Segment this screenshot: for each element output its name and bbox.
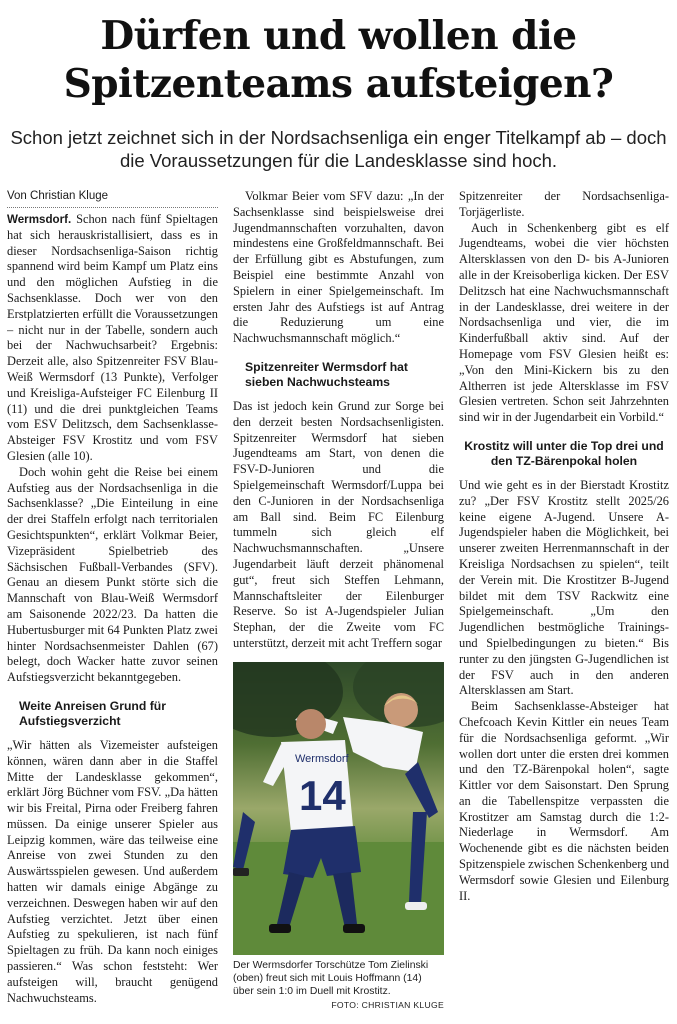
paragraph-3: „Wir hätten als Vizemeister aufsteigen können, wären dann aber in die Staffel Mitte der Landesklasse gekommen“, erklärt Jörg Büchner vom FSV. „Da hätten wir bis Freital, Pirna oder Freiberg fahren müssen. Da einige unserer Spieler aus Leipzig kommen, wäre das teilweise eine Anreise von zwei Stunden zu den Auswärtsspielen gewesen. Und außerdem hatten wir damals einige Abgänge zu verzeichnen. Deswegen haben wir auf den Aufstieg verzichtet. Jetzt über einen Aufstieg zu spekulieren, ist nach fünf Spieltagen zu früh. Da kann noch einiges passieren.“ Was schon feststeht: Wer aufsteigen will, braucht genügend Nachwuchsteams.: [7, 737, 218, 1005]
player-top-leg: [405, 762, 438, 818]
section-heading-3: Krostitz will unter die Top drei und den TZ-Bärenpokal holen: [464, 438, 664, 468]
player-14-boot-right: [343, 924, 365, 933]
article-subhead: Schon jetzt zeichnet sich in der Nordsachsenliga ein enger Titelkampf ab – doch die Voraussetzungen für die Landesklasse sind hoch.: [10, 127, 667, 171]
paragraph-8: Beim Sachsenklasse-Absteiger hat Chefcoach Kevin Kittler ein neues Team für die Nordsachsenliga geformt. „Wir wollen dort unter die ersten drei kommen und den TZ-Bärenpokal holen“, sagte Kittler vor dem Saisonstart. Den Sprung an die Tabellenspitze verpassten die Krostitzer am Samstag durch die 1:2-Niederlage in Wermsdorf. Am Wochenende gibt es die nächsten beiden Spitzenspiele zwischen Schenkenberg und Wermsdorf sowie Glesien und Eilenburg II.: [459, 699, 669, 903]
photo-credit: FOTO: CHRISTIAN KLUGE: [331, 1000, 444, 1011]
paragraph-7: Und wie geht es in der Bierstadt Krostitz zu? „Der FSV Krostitz stellt 2025/26 keine eigene A-Jugend. Unsere A-Jugendspieler haben die Möglichkeit, bei unserer zweiten Herrenmannschaft in der Kreisliga Nordsachsen zu spielen“, teilt der Verein mit. Die Krostitzer B-Jugend bildet mit dem TSV Rackwitz eine Spielgemeinschaft. „Um den Jugendlichen bestmögliche Trainings- und Spielbedingungen zu bieten.“ Bis runter zu den jüngsten G-Jugendlichen ist der FSV auch in den anderen Altersklassen am Start.: [459, 477, 669, 698]
headline-line-1: Dürfen und wollen die: [100, 13, 577, 59]
jersey-number-text: 14: [299, 771, 346, 819]
paragraph-5: Das ist jedoch kein Grund zur Sorge bei den derzeit besten Nordsachsenligisten. Spitzenreiter Wermsdorf hat sieben Jugendteams am Start, von denen die FSV-D-Junioren und die Spielgemeinschaft Wermsdorf/Luppa bei den C-Junioren in der Nordsachsenliga am Ball sind. Beim FC Eilenburg tummeln sich gleich elf Nachwuchsmannschaften. „Unsere Jugendarbeit läuft derzeit phänomenal gut“, freut sich Steffen Lehmann, Mannschaftsleiter der Eilenburger Reserve. So ist A-Jugendspieler Julian Stephan, der die Zweite vom FC unterstützt, derzeit mit acht Treffern sogar: [233, 398, 444, 650]
paragraph-1: [7, 212, 218, 465]
paragraph-6: Auch in Schenkenberg gibt es elf Jugendteams, wobei die vier höchsten Altersklassen von den D- bis A-Junioren alle in der Kreisoberliga kicken. Der ESV Delitzsch hat eine Nachwuchsmannschaft in der Landesklasse, drei weitere in der Nordsachsenliga und vier, die im Kinderfußball aktiv sind. Auf der Homepage vom FSV Glesien heißt es: „Von den Mini-Kickern bis zu den Altherren ist jede Altersklasse im FSV Glesien vertreten. Schon seit Jahrzehnten sind wir in der Jugendarbeit ein Vorbild.“: [459, 220, 669, 425]
dateline: Wermsdorf.: [7, 213, 72, 226]
jersey-sponsor-text: Wermsdorf: [295, 752, 349, 765]
photo-caption: [233, 959, 444, 1011]
author-byline: Von Christian Kluge: [7, 189, 218, 208]
paragraph-5-continued: Spitzenreiter der Nordsachsenliga-Torjägerliste.: [459, 189, 669, 219]
column-3: [459, 189, 669, 1024]
column-2: [233, 189, 444, 1024]
section-heading-2: Spitzenreiter Wermsdorf hat sieben Nachwuchsteams: [245, 359, 408, 389]
article-photo: [233, 662, 444, 955]
paragraph-4: Volkmar Beier vom SFV dazu: „In der Sachsenklasse sind beispielsweise drei Jugendmannschaften vorzuhalten, davon mindestens eine Großfeldmannschaft. Bei der Erfüllung gibt es Abstufungen, zum Beispiel eine bestimmte Anzahl von Spielern in einer Spielgemeinschaft. Im ersten Jahr des Aufstiegs ist auf Antrag die Reduzierung um eine Nachwuchsmannschaft möglich.“: [233, 189, 444, 346]
column-1: [7, 189, 218, 1024]
player-14-head: [296, 709, 326, 739]
article-headline: [0, 12, 677, 108]
player-back-boot: [233, 868, 249, 876]
section-heading-1: Weite Anreisen Grund für Aufstiegsverzicht: [19, 698, 166, 728]
player-right-boot: [405, 902, 427, 910]
photo-caption-text: Der Wermsdorfer Torschütze Tom Zielinski (oben) freut sich mit Louis Hoffmann (14) über sein 1:0 im Duell mit Krostitz.: [233, 959, 429, 998]
paragraph-2: Doch wohin geht die Reise bei einem Aufstieg aus der Nordsachsenliga in die Sachsenklasse? „Die Einteilung in eine der drei Staffeln erfolgt nach territorialen Gesichtspunkten“, erklärt Volkmar Beier, Vizepräsident Spielbetrieb des Sächsischen Fußball-Verbandes (SFV). Genau an diesem Punkt störte sich die Mannschaft von Blau-Weiß Wermsdorf am Saisonende 2022/23. Da hatten die Hubertusburger mit 64 Punkten Platz zwei hinter Nordsachsenmeister Dahlen (67) belegt, doch Wacker hatte zuvor seinen Aufstiegsverzicht bekanntgegeben.: [7, 464, 218, 685]
player-14-boot-left: [269, 924, 291, 933]
paragraph-1-text: Schon nach fünf Spieltagen hat sich herauskristallisiert, dass es in dieser Nordsachsenliga-Saison richtig spannend wird beim Kampf um Platz eins und den möglichen Aufstieg in die Sachsenklasse. Doch wer von den Erstplatzierten erfüllt die Voraussetzungen – nicht nur in der Tabelle, sondern auch bei der Nachwuchsarbeit? Ergebnis: Derzeit alle, also Spitzenreiter FSV Blau-Weiß Wermsdorf (13 Punkte), Verfolger und Kreisliga-Aufsteiger FC Eilenburg II (11) und die drei punktgleichen Teams vom ESV Delitzsch, dem Sachsenklasse-Absteiger FSV Krostitz und vom FSV Glesien (alle 10).: [7, 212, 218, 463]
headline-line-2: Spitzenteams aufsteigen?: [63, 61, 614, 107]
